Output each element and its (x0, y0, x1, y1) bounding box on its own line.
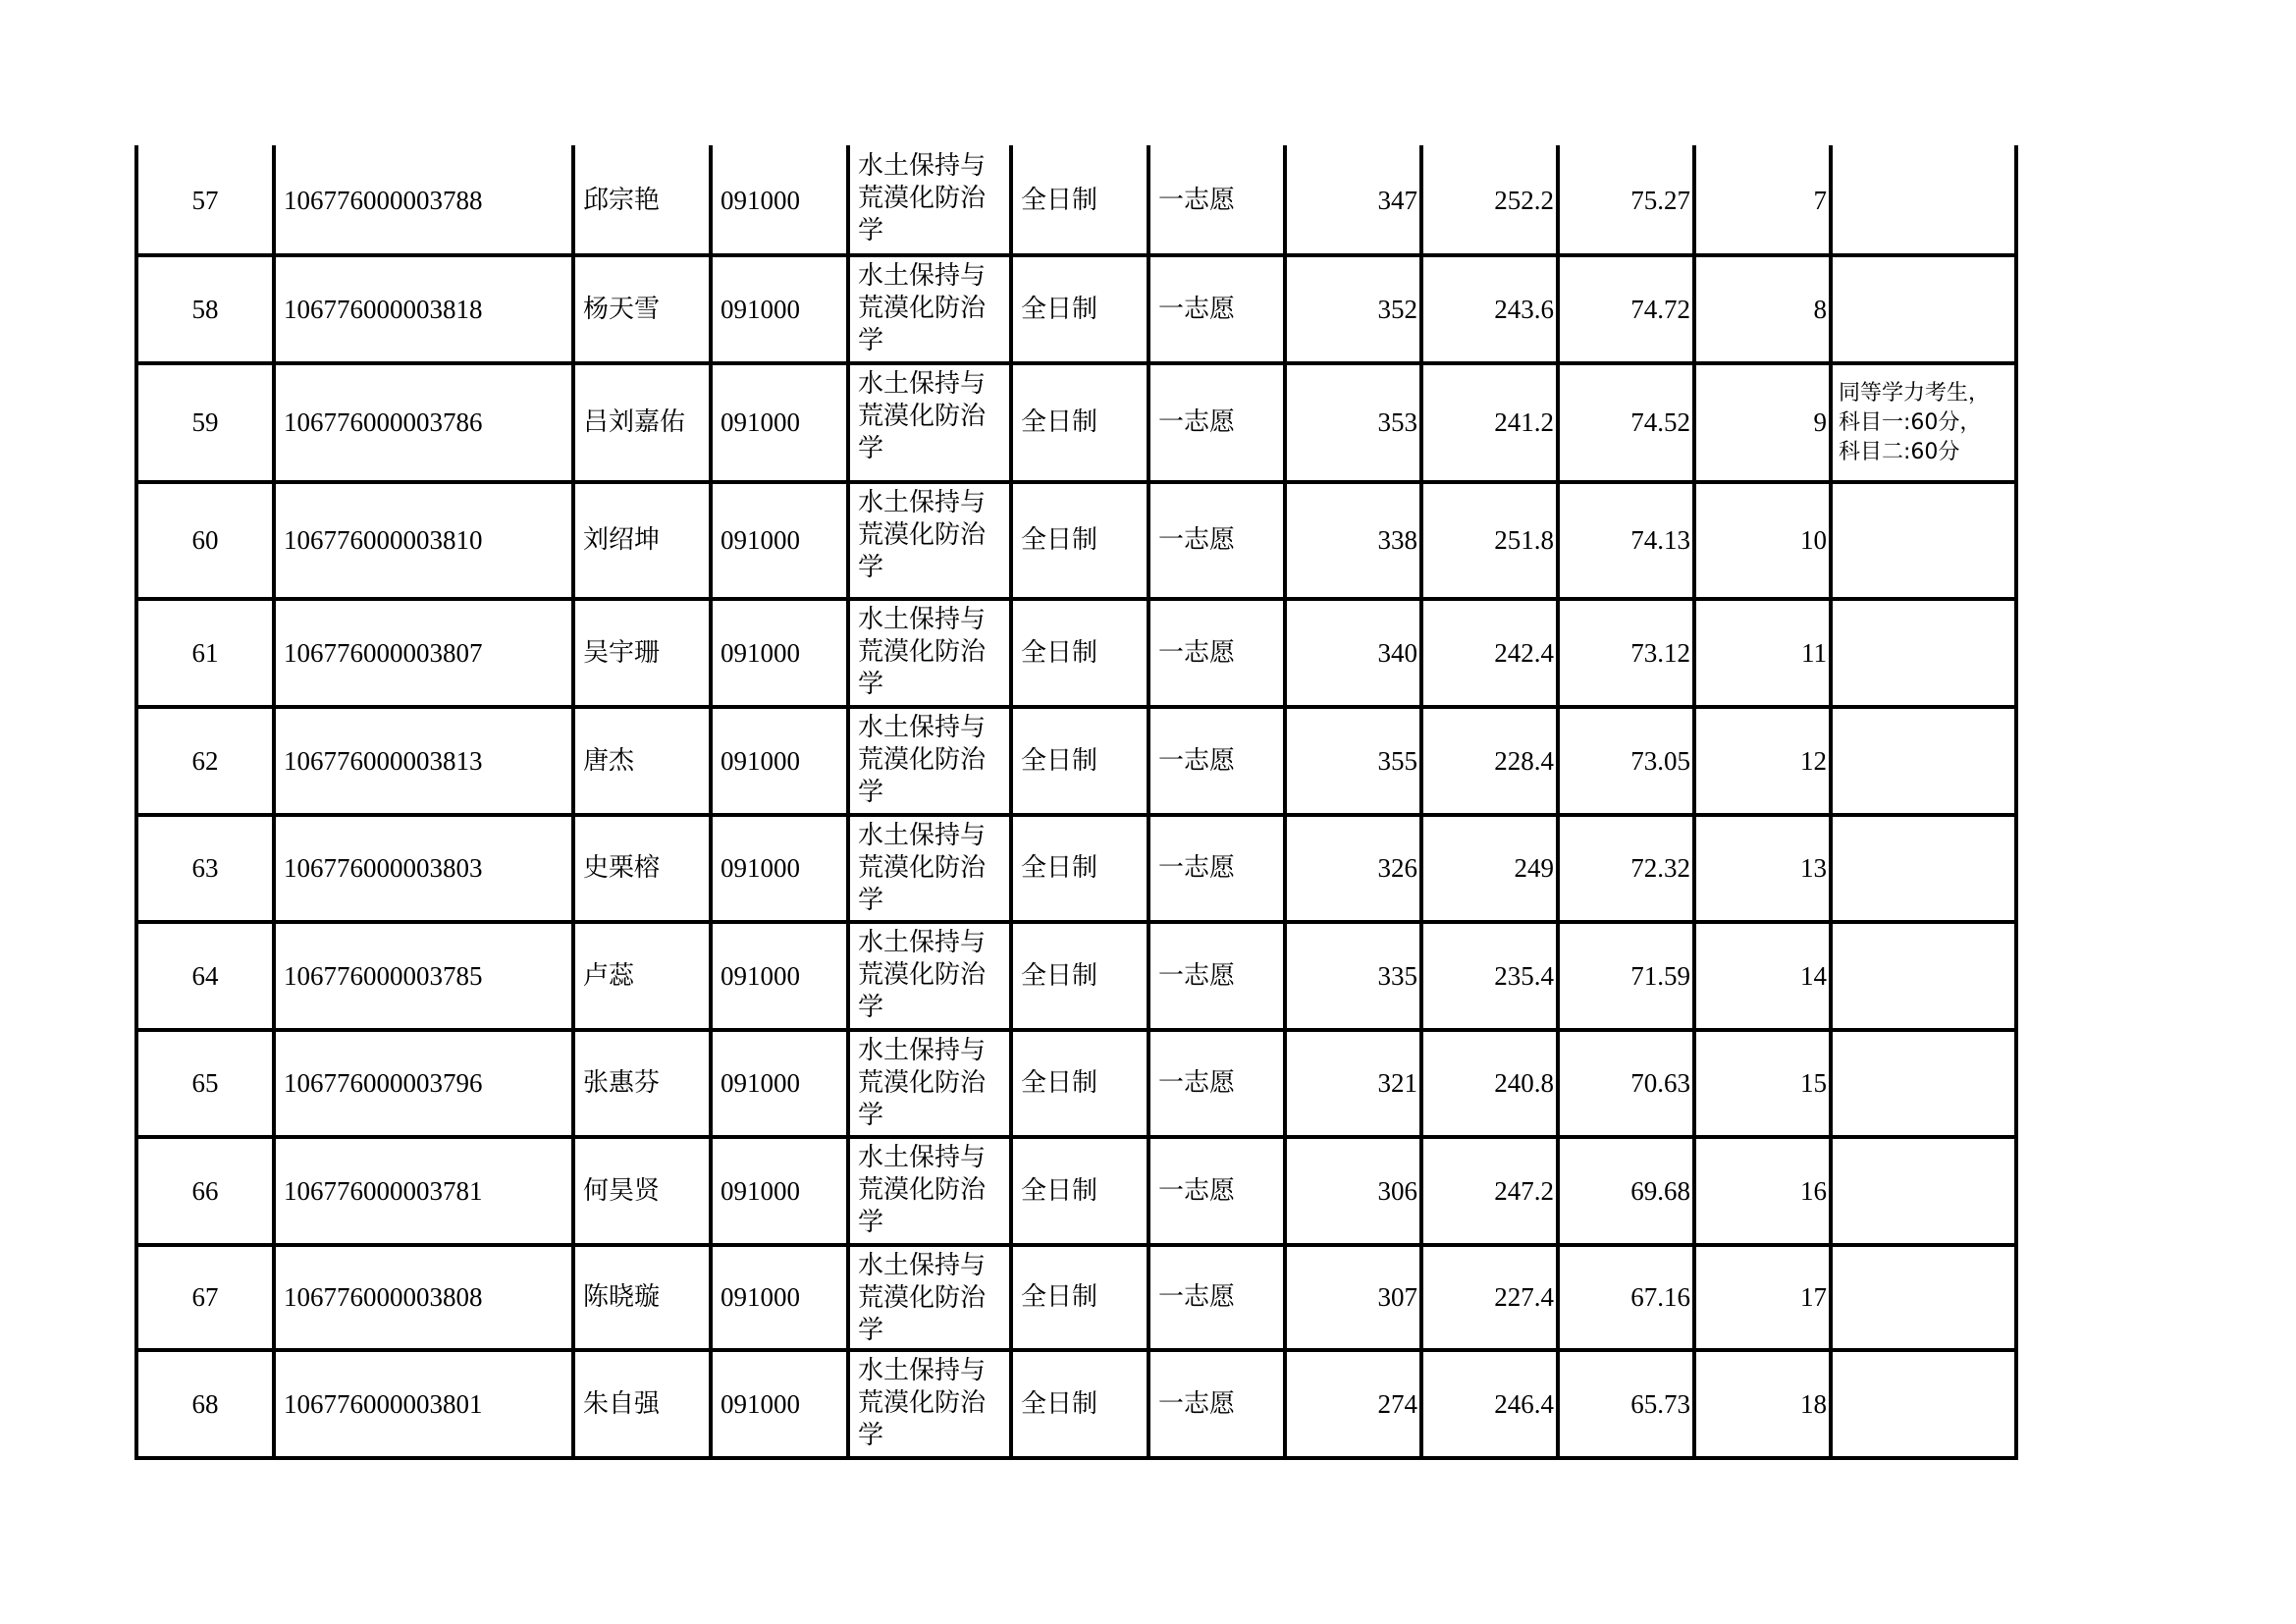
row-number-cell: 57 (191, 185, 219, 215)
major-code-cell: 091000 (721, 185, 800, 215)
major-name-cell: 水土保持与荒漠化防治学 (858, 713, 987, 807)
rank-cell: 7 (1813, 185, 1827, 215)
retest-score-cell: 246.4 (1494, 1388, 1554, 1419)
remark-cell: 同等学力考生， 科目一:60分， 科目二:60分 (1839, 380, 1991, 464)
remark-cell (1833, 601, 2014, 705)
study-mode-cell: 全日制 (1021, 745, 1098, 776)
initial-score-cell: 326 (1377, 853, 1417, 883)
total-score-cell: 73.05 (1630, 745, 1690, 776)
study-mode-cell: 全日制 (1021, 407, 1098, 437)
total-score-cell: 74.72 (1630, 294, 1690, 324)
total-score-cell: 71.59 (1630, 960, 1690, 991)
remark-cell (1833, 1247, 2014, 1348)
row-number-cell: 68 (191, 1388, 219, 1419)
candidate-name-cell: 吴宇珊 (583, 637, 661, 668)
rank-cell: 12 (1800, 745, 1827, 776)
candidate-name-cell: 何昊贤 (583, 1175, 661, 1206)
rank-cell: 17 (1800, 1282, 1827, 1312)
row-number-cell: 67 (191, 1282, 219, 1312)
preference-cell: 一志愿 (1158, 853, 1236, 883)
row-number-cell: 59 (191, 407, 219, 437)
total-score-cell: 65.73 (1630, 1388, 1690, 1419)
candidate-name-cell: 吕刘嘉佑 (583, 407, 686, 437)
preference-cell: 一志愿 (1158, 1175, 1236, 1206)
major-code-cell: 091000 (721, 1175, 800, 1206)
retest-score-cell: 247.2 (1494, 1175, 1554, 1206)
rank-cell: 13 (1800, 853, 1827, 883)
score-table (136, 145, 2018, 1458)
study-mode-cell: 全日制 (1021, 185, 1098, 215)
row-number-cell: 62 (191, 745, 219, 776)
major-name-cell: 水土保持与荒漠化防治学 (858, 821, 987, 915)
retest-score-cell: 242.4 (1494, 637, 1554, 668)
major-name-cell: 水土保持与荒漠化防治学 (858, 1143, 987, 1237)
rank-cell: 18 (1800, 1388, 1827, 1419)
major-code-cell: 091000 (721, 1388, 800, 1419)
candidate-name-cell: 史栗榕 (583, 853, 661, 883)
preference-cell: 一志愿 (1158, 185, 1236, 215)
candidate-name-cell: 杨天雪 (583, 294, 661, 324)
major-name-cell: 水土保持与荒漠化防治学 (858, 261, 987, 355)
major-code-cell: 091000 (721, 745, 800, 776)
initial-score-cell: 274 (1377, 1388, 1417, 1419)
major-name-cell: 水土保持与荒漠化防治学 (858, 1036, 987, 1130)
major-name-cell: 水土保持与荒漠化防治学 (858, 928, 987, 1022)
major-code-cell: 091000 (721, 407, 800, 437)
major-code-cell: 091000 (721, 1068, 800, 1098)
study-mode-cell: 全日制 (1021, 960, 1098, 991)
exam-id-cell: 106776000003801 (284, 1388, 483, 1419)
study-mode-cell: 全日制 (1021, 1175, 1098, 1206)
retest-score-cell: 235.4 (1494, 960, 1554, 991)
major-code-cell: 091000 (721, 1282, 800, 1312)
retest-score-cell: 240.8 (1494, 1068, 1554, 1098)
study-mode-cell: 全日制 (1021, 853, 1098, 883)
remark-cell (1833, 924, 2014, 1028)
exam-id-cell: 106776000003785 (284, 960, 483, 991)
major-name-cell: 水土保持与荒漠化防治学 (858, 151, 987, 245)
rank-cell: 16 (1800, 1175, 1827, 1206)
candidate-name-cell: 张惠芬 (583, 1068, 661, 1098)
study-mode-cell: 全日制 (1021, 1388, 1098, 1419)
preference-cell: 一志愿 (1158, 745, 1236, 776)
total-score-cell: 74.52 (1630, 407, 1690, 437)
retest-score-cell: 227.4 (1494, 1282, 1554, 1312)
table-column-border (2014, 145, 2018, 1460)
study-mode-cell: 全日制 (1021, 637, 1098, 668)
study-mode-cell: 全日制 (1021, 525, 1098, 555)
initial-score-cell: 321 (1377, 1068, 1417, 1098)
candidate-name-cell: 陈晓璇 (583, 1282, 661, 1312)
exam-id-cell: 106776000003788 (284, 185, 483, 215)
table-row-border (134, 1456, 2018, 1460)
initial-score-cell: 338 (1377, 525, 1417, 555)
preference-cell: 一志愿 (1158, 525, 1236, 555)
candidate-name-cell: 唐杰 (583, 745, 635, 776)
rank-cell: 9 (1813, 407, 1827, 437)
exam-id-cell: 106776000003796 (284, 1068, 483, 1098)
preference-cell: 一志愿 (1158, 1068, 1236, 1098)
rank-cell: 10 (1800, 525, 1827, 555)
total-score-cell: 67.16 (1630, 1282, 1690, 1312)
major-name-cell: 水土保持与荒漠化防治学 (858, 1251, 987, 1345)
preference-cell: 一志愿 (1158, 960, 1236, 991)
major-code-cell: 091000 (721, 525, 800, 555)
row-number-cell: 61 (191, 637, 219, 668)
retest-score-cell: 251.8 (1494, 525, 1554, 555)
exam-id-cell: 106776000003818 (284, 294, 483, 324)
exam-id-cell: 106776000003803 (284, 853, 483, 883)
preference-cell: 一志愿 (1158, 1282, 1236, 1312)
initial-score-cell: 340 (1377, 637, 1417, 668)
remark-cell (1833, 709, 2014, 813)
initial-score-cell: 355 (1377, 745, 1417, 776)
exam-id-cell: 106776000003781 (284, 1175, 483, 1206)
rank-cell: 11 (1801, 637, 1827, 668)
major-code-cell: 091000 (721, 637, 800, 668)
remark-cell (1833, 147, 2014, 253)
initial-score-cell: 352 (1377, 294, 1417, 324)
major-code-cell: 091000 (721, 960, 800, 991)
exam-id-cell: 106776000003808 (284, 1282, 483, 1312)
major-name-cell: 水土保持与荒漠化防治学 (858, 1356, 987, 1450)
major-name-cell: 水土保持与荒漠化防治学 (858, 488, 987, 582)
preference-cell: 一志愿 (1158, 1388, 1236, 1419)
retest-score-cell: 228.4 (1494, 745, 1554, 776)
rank-cell: 14 (1800, 960, 1827, 991)
row-number-cell: 66 (191, 1175, 219, 1206)
rank-cell: 8 (1813, 294, 1827, 324)
row-number-cell: 60 (191, 525, 219, 555)
total-score-cell: 75.27 (1630, 185, 1690, 215)
candidate-name-cell: 邱宗艳 (583, 185, 661, 215)
preference-cell: 一志愿 (1158, 407, 1236, 437)
exam-id-cell: 106776000003813 (284, 745, 483, 776)
preference-cell: 一志愿 (1158, 637, 1236, 668)
row-number-cell: 65 (191, 1068, 219, 1098)
total-score-cell: 73.12 (1630, 637, 1690, 668)
major-code-cell: 091000 (721, 853, 800, 883)
exam-id-cell: 106776000003810 (284, 525, 483, 555)
total-score-cell: 72.32 (1630, 853, 1690, 883)
initial-score-cell: 353 (1377, 407, 1417, 437)
row-number-cell: 64 (191, 960, 219, 991)
study-mode-cell: 全日制 (1021, 1282, 1098, 1312)
initial-score-cell: 306 (1377, 1175, 1417, 1206)
retest-score-cell: 241.2 (1494, 407, 1554, 437)
remark-cell (1833, 1139, 2014, 1243)
remark-cell (1833, 484, 2014, 597)
total-score-cell: 69.68 (1630, 1175, 1690, 1206)
remark-cell (1833, 817, 2014, 920)
total-score-cell: 70.63 (1630, 1068, 1690, 1098)
major-name-cell: 水土保持与荒漠化防治学 (858, 605, 987, 699)
retest-score-cell: 243.6 (1494, 294, 1554, 324)
row-number-cell: 63 (191, 853, 219, 883)
study-mode-cell: 全日制 (1021, 294, 1098, 324)
exam-id-cell: 106776000003786 (284, 407, 483, 437)
preference-cell: 一志愿 (1158, 294, 1236, 324)
initial-score-cell: 335 (1377, 960, 1417, 991)
total-score-cell: 74.13 (1630, 525, 1690, 555)
major-name-cell: 水土保持与荒漠化防治学 (858, 369, 987, 463)
remark-cell (1833, 1032, 2014, 1135)
candidate-name-cell: 朱自强 (583, 1388, 661, 1419)
major-code-cell: 091000 (721, 294, 800, 324)
remark-cell (1833, 1352, 2014, 1456)
rank-cell: 15 (1800, 1068, 1827, 1098)
candidate-name-cell: 刘绍坤 (583, 525, 661, 555)
initial-score-cell: 307 (1377, 1282, 1417, 1312)
row-number-cell: 58 (191, 294, 219, 324)
candidate-name-cell: 卢蕊 (583, 960, 635, 991)
initial-score-cell: 347 (1377, 185, 1417, 215)
retest-score-cell: 252.2 (1494, 185, 1554, 215)
exam-id-cell: 106776000003807 (284, 637, 483, 668)
retest-score-cell: 249 (1514, 853, 1554, 883)
score-table-rows (136, 145, 2018, 1458)
study-mode-cell: 全日制 (1021, 1068, 1098, 1098)
remark-cell (1833, 257, 2014, 361)
